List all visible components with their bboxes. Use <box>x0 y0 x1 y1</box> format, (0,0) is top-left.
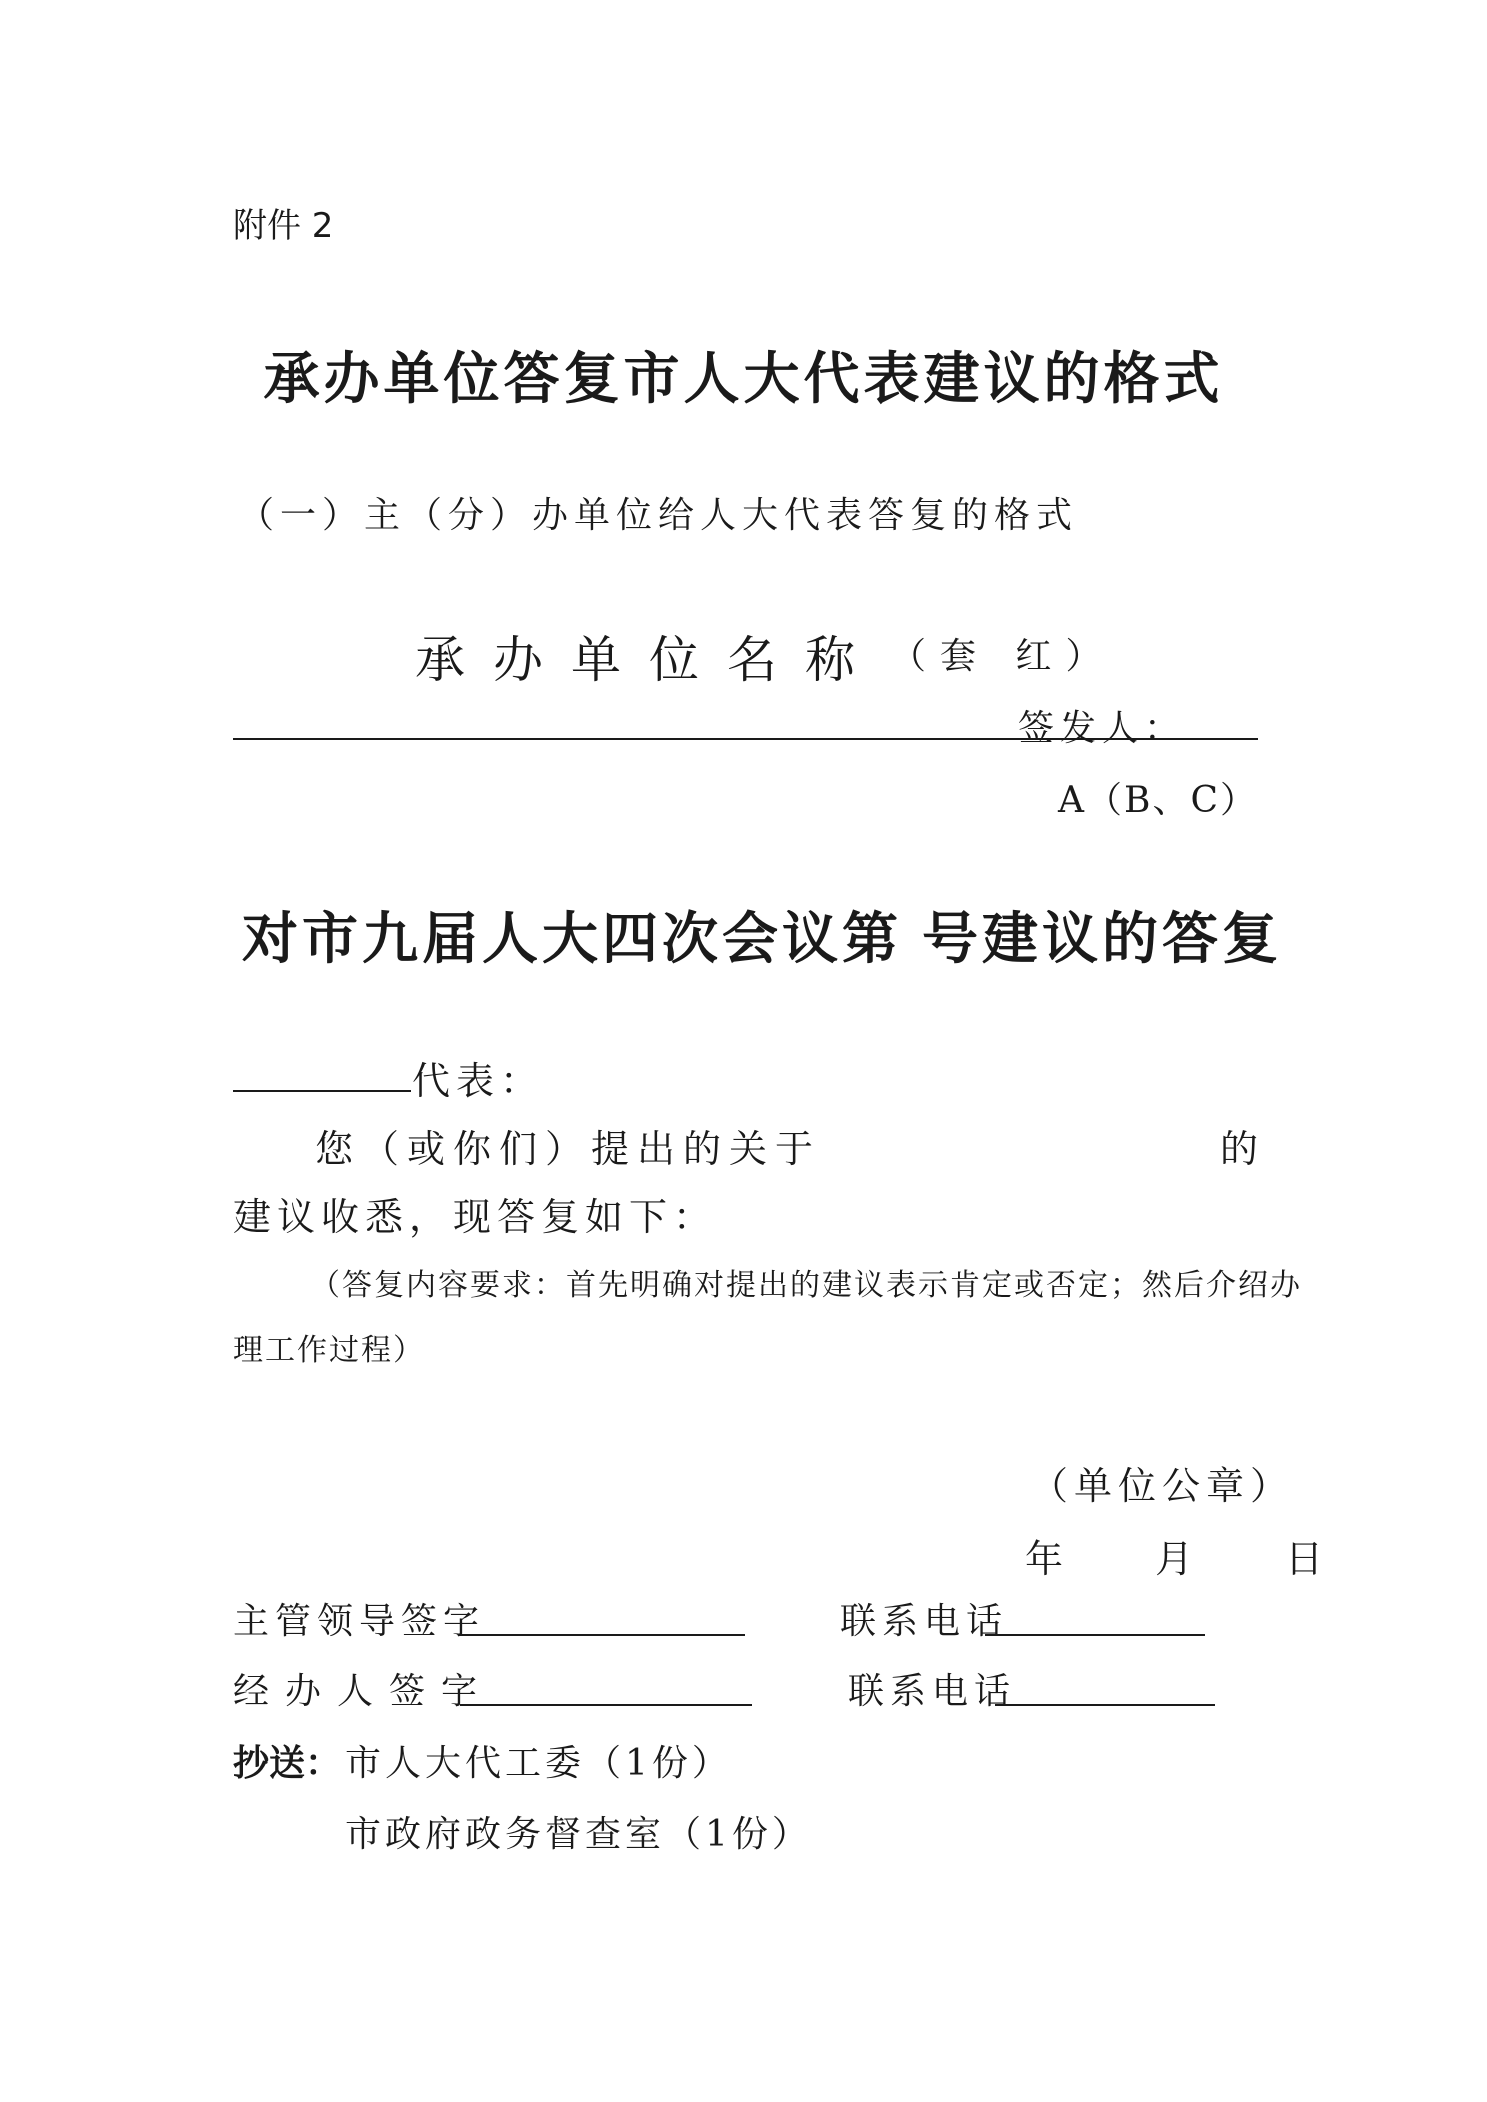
reply-title-suffix: 号建议的答复 <box>922 906 1282 972</box>
unit-name-heading: 承办单位名称 <box>415 631 883 689</box>
requirements-note-line2: 理工作过程） <box>233 1333 425 1368</box>
body-paragraph-line2: 建议收悉，现答复如下： <box>233 1195 718 1239</box>
unit-seal-label: （单位公章） <box>1030 1464 1295 1508</box>
document-title: 承办单位答复市人大代表建议的格式 <box>263 346 1224 412</box>
grade-label: A（B、C） <box>1058 780 1258 821</box>
handler-signature-line <box>460 1704 752 1706</box>
body-paragraph-start: 您（或你们）提出的关于 <box>315 1127 822 1171</box>
leader-signature-line <box>458 1634 745 1636</box>
leader-phone-line <box>985 1634 1205 1636</box>
handler-signature-label: 经办人签字 <box>233 1671 494 1712</box>
representative-name-blank <box>233 1090 411 1092</box>
leader-signature-label: 主管领导签字 <box>233 1601 486 1642</box>
header-rule <box>233 738 1258 740</box>
body-paragraph-end: 的 <box>1220 1127 1259 1171</box>
handler-phone-label: 联系电话 <box>848 1671 1017 1712</box>
attachment-label: 附件 2 <box>233 206 334 246</box>
copy-to-recipient: 市人大代工委（1份） <box>345 1743 732 1784</box>
requirements-note-line1: （答复内容要求：首先明确对提出的建议表示肯定或否定；然后介绍办 <box>310 1268 1302 1303</box>
reply-title-prefix: 对市九届人大四次会议第 <box>242 906 902 972</box>
unit-name-note: （套 红） <box>890 636 1116 677</box>
handler-phone-line <box>995 1704 1215 1706</box>
leader-phone-label: 联系电话 <box>840 1601 1009 1642</box>
date-label: 年 月 日 <box>1025 1537 1364 1581</box>
representative-label: 代表： <box>412 1059 545 1103</box>
copy-to-recipient: 市政府政务督查室（1份） <box>345 1814 812 1855</box>
copy-to-label: 抄送： <box>233 1743 342 1784</box>
section-subtitle: （一）主（分）办单位给人大代表答复的格式 <box>238 495 1079 536</box>
signer-label: 签发人： <box>1018 708 1187 749</box>
